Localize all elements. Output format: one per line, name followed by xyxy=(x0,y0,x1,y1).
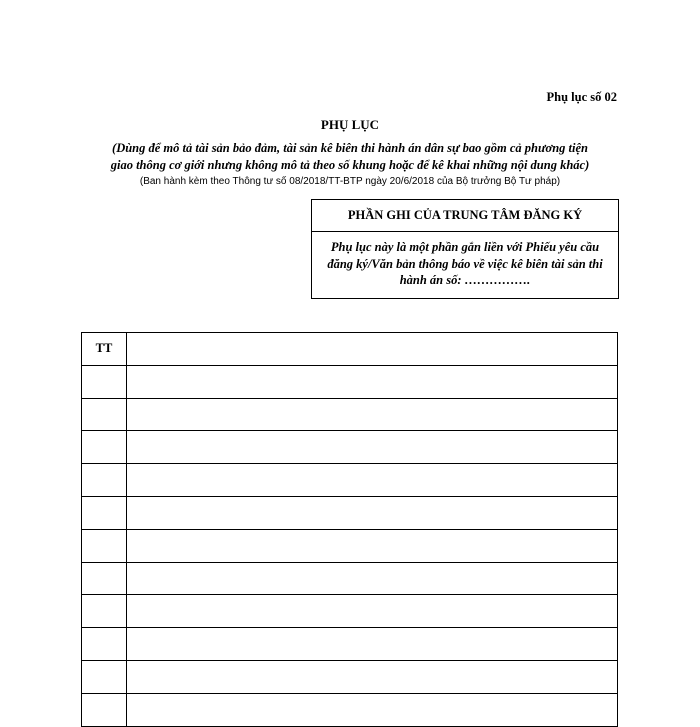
registration-box-line-1: Phụ lục này là một phần gắn liền với Phiếu yêu cầu xyxy=(330,240,600,254)
registration-box-heading: PHẦN GHI CỦA TRUNG TÂM ĐĂNG KÝ xyxy=(312,200,618,232)
row-number-cell xyxy=(82,529,127,562)
column-header-content xyxy=(127,333,618,366)
row-number-cell xyxy=(82,464,127,497)
registration-box-line-3: hành án số: ……………. xyxy=(399,273,531,287)
row-number-cell xyxy=(82,398,127,431)
row-number-cell xyxy=(82,628,127,661)
row-number-cell xyxy=(82,660,127,693)
subtitle xyxy=(80,140,620,174)
table-row xyxy=(82,562,618,595)
row-content-cell xyxy=(127,365,618,398)
registration-center-box xyxy=(311,199,619,299)
row-number-cell xyxy=(82,496,127,529)
asset-description-table xyxy=(81,332,618,727)
row-content-cell xyxy=(127,496,618,529)
table-row xyxy=(82,464,618,497)
row-content-cell xyxy=(127,398,618,431)
row-content-cell xyxy=(127,464,618,497)
row-content-cell xyxy=(127,660,618,693)
row-number-cell xyxy=(82,693,127,726)
table-row xyxy=(82,529,618,562)
page-title: PHỤ LỤC xyxy=(320,117,380,132)
row-content-cell xyxy=(127,529,618,562)
row-content-cell xyxy=(127,595,618,628)
table-row xyxy=(82,431,618,464)
column-header-tt: TT xyxy=(82,333,127,366)
row-content-cell xyxy=(127,693,618,726)
subtitle-line-2: giao thông cơ giới nhưng không mô tả theo số khung hoặc để kê khai những nội dung khác) xyxy=(110,158,590,172)
table-row xyxy=(82,398,618,431)
registration-box-body xyxy=(312,232,618,289)
subtitle-line-1: (Dùng để mô tả tài sản bảo đảm, tài sản kê biên thi hành án dân sự bao gồm cả phương tiện xyxy=(112,141,588,155)
registration-box-line-2: đăng ký/Văn bản thông báo về việc kê biên tài sản thi xyxy=(327,256,603,271)
row-number-cell xyxy=(82,431,127,464)
appendix-number: Phụ lục số 02 xyxy=(546,90,617,104)
table-header-row xyxy=(82,333,618,366)
table-row xyxy=(82,660,618,693)
row-number-cell xyxy=(82,595,127,628)
row-number-cell xyxy=(82,365,127,398)
row-content-cell xyxy=(127,562,618,595)
table-row xyxy=(82,693,618,726)
row-content-cell xyxy=(127,431,618,464)
table-row xyxy=(82,496,618,529)
table-row xyxy=(82,595,618,628)
table-row xyxy=(82,628,618,661)
row-number-cell xyxy=(82,562,127,595)
table-row xyxy=(82,365,618,398)
row-content-cell xyxy=(127,628,618,661)
issued-note: (Ban hành kèm theo Thông tư số 08/2018/TT-BTP ngày 20/6/2018 của Bộ trưởng Bộ Tư pháp) xyxy=(139,176,561,187)
